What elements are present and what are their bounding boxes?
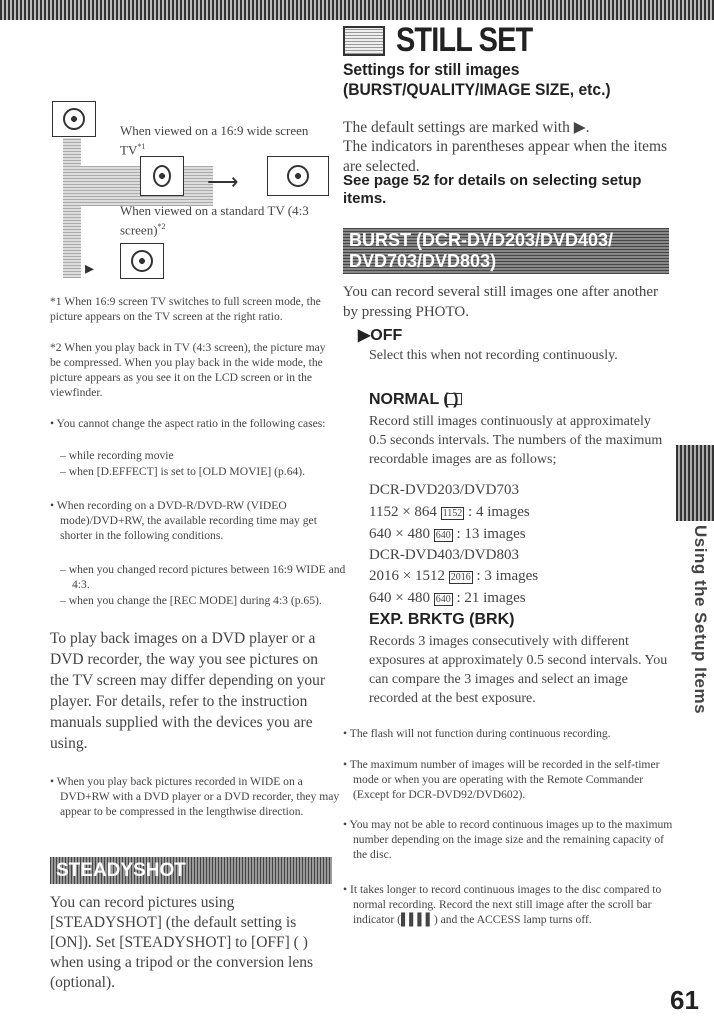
dvd-player-paragraph: To play back images on a DVD player or a DVD recorder, the way you see pictures on the TV screen may differ depending on your player. For details, refer to the instruction manuals supplied with the devices you are using. — [50, 630, 326, 752]
bullet-aspect-sub-1: – while recording movie — [60, 449, 174, 462]
footnote-1: *1 When 16:9 screen TV switches to full screen mode, the picture appears on the TV screen at the right ratio. — [50, 295, 321, 323]
note-flash: • The flash will not function during continuous recording. — [343, 727, 611, 740]
page-title: STILL SET — [396, 21, 533, 59]
arrow-right-icon: ⟶ — [207, 169, 239, 194]
note-self-timer: • The maximum number of images will be recorded in the self-timer mode or when you are operating with the Remote Commander (Except for DCR-DVD92/DVD602). — [343, 758, 660, 801]
bullet-wide-dvd: • When you play back pictures recorded in WIDE on a DVD+RW with a DVD player or a DVD recorder, they may appear to be compressed in the lengthwise direction. — [50, 775, 340, 818]
size-row-2016: 2016 × 1512 2016 : 3 images — [369, 568, 539, 584]
size-row-1152: 1152 × 864 1152 : 4 images — [369, 504, 530, 520]
intro-default: The default settings are marked with ▶. — [343, 119, 590, 136]
option-off: ▶OFF — [358, 327, 403, 344]
steadyshot-heading: STEADYSHOT — [50, 857, 332, 884]
intro-indicators: The indicators in parentheses appear when the items are selected. — [343, 138, 668, 175]
burst-normal-icon — [446, 393, 462, 405]
burst-paragraph: You can record several still images one after another by pressing PHOTO. — [343, 284, 659, 320]
bullet-recording-time: • When recording on a DVD-R/DVD-RW (VIDEO mode)/DVD+RW, the available recording time may get shorter in the following conditions. — [50, 499, 317, 542]
label-wide-tv: When viewed on a 16:9 wide screen TV$^{*1}$ — [120, 123, 309, 158]
bullet-recording-sub-2: – when you change the [REC MODE] during 4:3 (p.65). — [60, 594, 322, 607]
label-standard-tv: When viewed on a standard TV (4:3 screen)$^{*2}$ — [120, 203, 309, 238]
diagram-connector — [63, 138, 81, 278]
option-exp-desc: Records 3 images consecutively with different exposures at approximately 0.5 second intervals. You can compare the 3 images and select an image recorded at the best exposure. — [369, 634, 668, 706]
bullet-aspect: • You cannot change the aspect ratio in the following cases: — [50, 417, 326, 430]
wide-image-icon — [52, 101, 96, 137]
arrow-wide-shade — [63, 166, 213, 206]
steadyshot-paragraph: You can record pictures using [STEADYSHOT] (the default setting is [ON]). Set [STEADYSHOT] to [OFF] ( ) when using a tripod or the conversion lens (optional). — [50, 894, 314, 991]
size-row-640-b: 640 × 480 640 : 21 images — [369, 590, 526, 606]
side-tab-marker — [676, 445, 714, 521]
see-page-link: See page 52 for details on selecting setup items. — [343, 172, 642, 207]
bullet-aspect-sub-2: – when [D.EFFECT] is set to [OLD MOVIE] (p.64). — [60, 465, 306, 478]
note-capacity: • You may not be able to record continuous images up to the maximum number depending on the image size and the remaining capacity of the disc. — [343, 818, 673, 861]
note-access-lamp: • It takes longer to record continuous images to the disc compared to normal recording. Record the next still image after the scroll bar indicator (▌▌▌▌) and the ACCESS lamp turns off. — [343, 883, 662, 926]
page-subtitle: Settings for still images (BURST/QUALITY/IMAGE SIZE, etc.) — [343, 60, 611, 99]
page-number: 61 — [670, 985, 699, 1015]
burst-heading: BURST (DCR-DVD203/DVD403/ DVD703/DVD803) — [343, 228, 669, 274]
compressed-image-icon — [140, 156, 184, 196]
size-row-640-a: 640 × 480 640 : 13 images — [369, 526, 526, 542]
side-tab-label: Using the Setup Items — [691, 525, 710, 715]
arrow-down-right-icon: ▸ — [85, 258, 95, 278]
standard-tv-icon — [120, 243, 164, 279]
bullet-recording-sub-1: – when you changed record pictures between 16:9 WIDE and 4:3. — [60, 563, 346, 591]
option-normal: NORMAL ( ) — [369, 391, 459, 408]
footnote-2: *2 When you play back in TV (4:3 screen), the picture may be compressed. When you play back in the wide mode, the picture appears as you see it on the LCD screen or in the viewfinder. — [50, 341, 326, 399]
still-set-icon — [343, 26, 385, 56]
option-off-desc: Select this when not recording continuously. — [369, 348, 618, 363]
option-normal-desc: Record still images continuously at approximately 0.5 seconds intervals. The numbers of the maximum recordable images are as follows; — [369, 414, 663, 467]
option-exp-brktg: EXP. BRKTG (BRK) — [369, 611, 515, 628]
model-group-2: DCR-DVD403/DVD803 — [369, 547, 519, 563]
top-banner — [0, 0, 714, 20]
wide-tv-icon — [267, 156, 329, 196]
model-group-1: DCR-DVD203/DVD703 — [369, 482, 519, 498]
